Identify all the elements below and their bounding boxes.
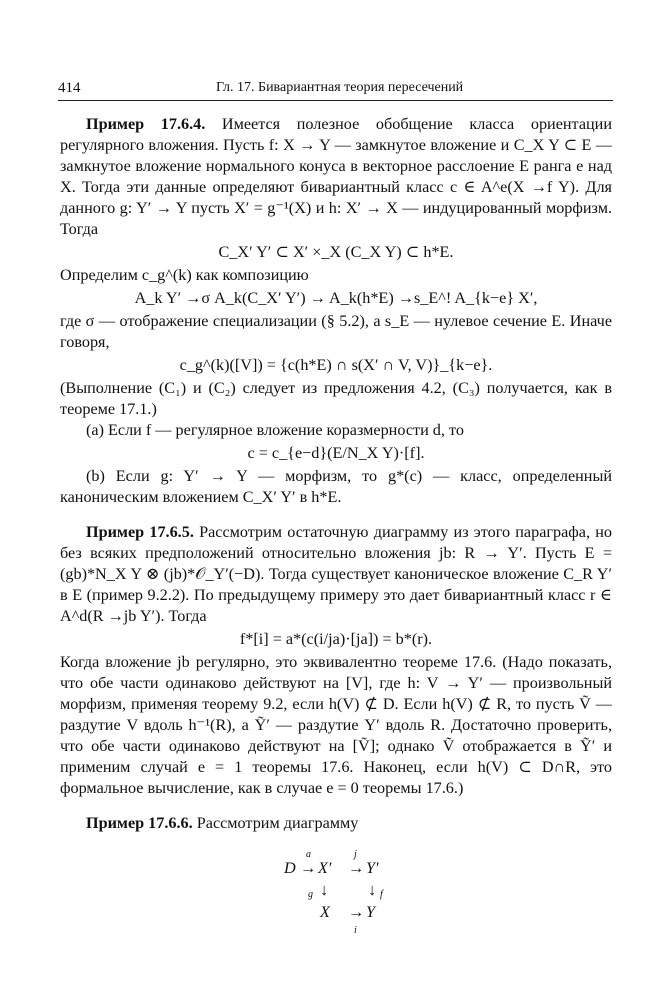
example-17-6-4-intro: Пример 17.6.4. Имеется полезное обобщение класса ориентации регулярного вложения. Пусть f: X → Y — замкнутое вложение и C_X Y ⊂ E — замкнутое вложение нормального конуса в векторное расслоение E ранга e над X. Тогда эти данные определяют бивариантный класс c ∈ A^e(X →f Y). Для данного g: Y′ → Y пусть X′ = g⁻¹(X) и h: X′ → X — индуцированный морфизм. Тогда — [60, 115, 612, 238]
example-title: Пример 17.6.5. — [86, 523, 194, 541]
paragraph: (Выполнение (C₁) и (C₂) следует из предложения 4.2, (C₃) получается, как в теореме 17.1.) — [60, 379, 612, 418]
formula: C_X′ Y′ ⊂ X′ ×_X (C_X Y) ⊂ h*E. — [218, 243, 454, 261]
example-title: Пример 17.6.6. — [86, 814, 193, 832]
running-header — [58, 78, 613, 101]
paragraph: Определим c_g^(k) как композицию — [60, 266, 309, 284]
arrow-down: ↓ — [368, 881, 377, 899]
node-X: X — [320, 903, 330, 921]
paragraph: Когда вложение jb регулярно, это эквивалентно теореме 17.6. (Надо показать, что обе части одинаково действуют на [V], где h: V → Y′ — произвольный морфизм, применяя теорему 9.2, если h(V) ⊄ D. Если h(V) ⊄ R, то пусть Ṽ — раздутие V вдоль h⁻¹(R), а Ỹ′ — раздутие Y′ вдоль R. Достаточно проверить, что обе части одинаково действуют на [Ṽ]; однако Ṽ отображается в Ỹ′ и применим случай e = 1 теоремы 17.6. Наконец, если h(V) ⊂ D∩R, это формальное вычисление, как в случае e = 0 теоремы 17.6.) — [60, 653, 612, 797]
node-Xprime: X′ — [318, 859, 332, 877]
label-a: a — [306, 849, 311, 860]
commutative-diagram — [60, 842, 612, 934]
label-f: f — [380, 889, 383, 900]
node-Yprime: Y′ — [366, 859, 379, 877]
arrow: → — [348, 903, 365, 921]
label-j: j — [354, 849, 357, 860]
formula: f*[i] = a*(c(i/ja)·[ja]) = b*(r). — [239, 630, 433, 648]
item-a: (a) Если f — регулярное вложение коразмерности d, то — [86, 421, 464, 439]
example-17-6-5: Пример 17.6.5. Рассмотрим остаточную диаграмму из этого параграфа, но без всяких предположений относительно вложения jb: R → Y′. Пусть E = (gb)*N_X Y ⊗ (jb)*𝒪_Y′(−D). Тогда существует каноническое вложение C_R Y′ в E (пример 9.2.2). По предыдущему примеру это дает бивариантный класс r ∈ A^d(R →jb Y′). Тогда — [60, 523, 612, 625]
item-b: (b) Если g: Y′ → Y — морфизм, то g*(c) — класс, определенный каноническим вложением C_X′ Y′ в h*E. — [60, 467, 612, 506]
formula: c = c_{e−d}(E/N_X Y)·[f]. — [247, 444, 425, 462]
paragraph: где σ — отображение специализации (§ 5.2), а s_E — нулевое сечение E. Иначе говоря, — [60, 312, 612, 351]
example-title: Пример 17.6.4. — [86, 115, 206, 133]
node-D: D — [284, 859, 296, 877]
running-title: Гл. 17. Бивариантная теория пересечений — [216, 80, 464, 95]
node-Y: Y — [366, 903, 376, 921]
arrow: → — [300, 859, 317, 877]
label-i: i — [354, 925, 357, 936]
page-body — [60, 114, 612, 934]
arrow: → — [348, 859, 365, 877]
formula: c_g^(k)([V]) = {c(h*E) ∩ s(X′ ∩ V, V)}_{k−e}. — [179, 356, 493, 374]
formula: A_k Y′ →σ A_k(C_X′ Y′) → A_k(h*E) →s_E^! A_{k−e} X′, — [134, 289, 538, 307]
label-g: g — [308, 889, 313, 900]
arrow-down: ↓ — [320, 881, 329, 899]
example-17-6-6: Пример 17.6.6. Рассмотрим диаграмму — [86, 814, 359, 832]
page-number: 414 — [58, 80, 81, 96]
